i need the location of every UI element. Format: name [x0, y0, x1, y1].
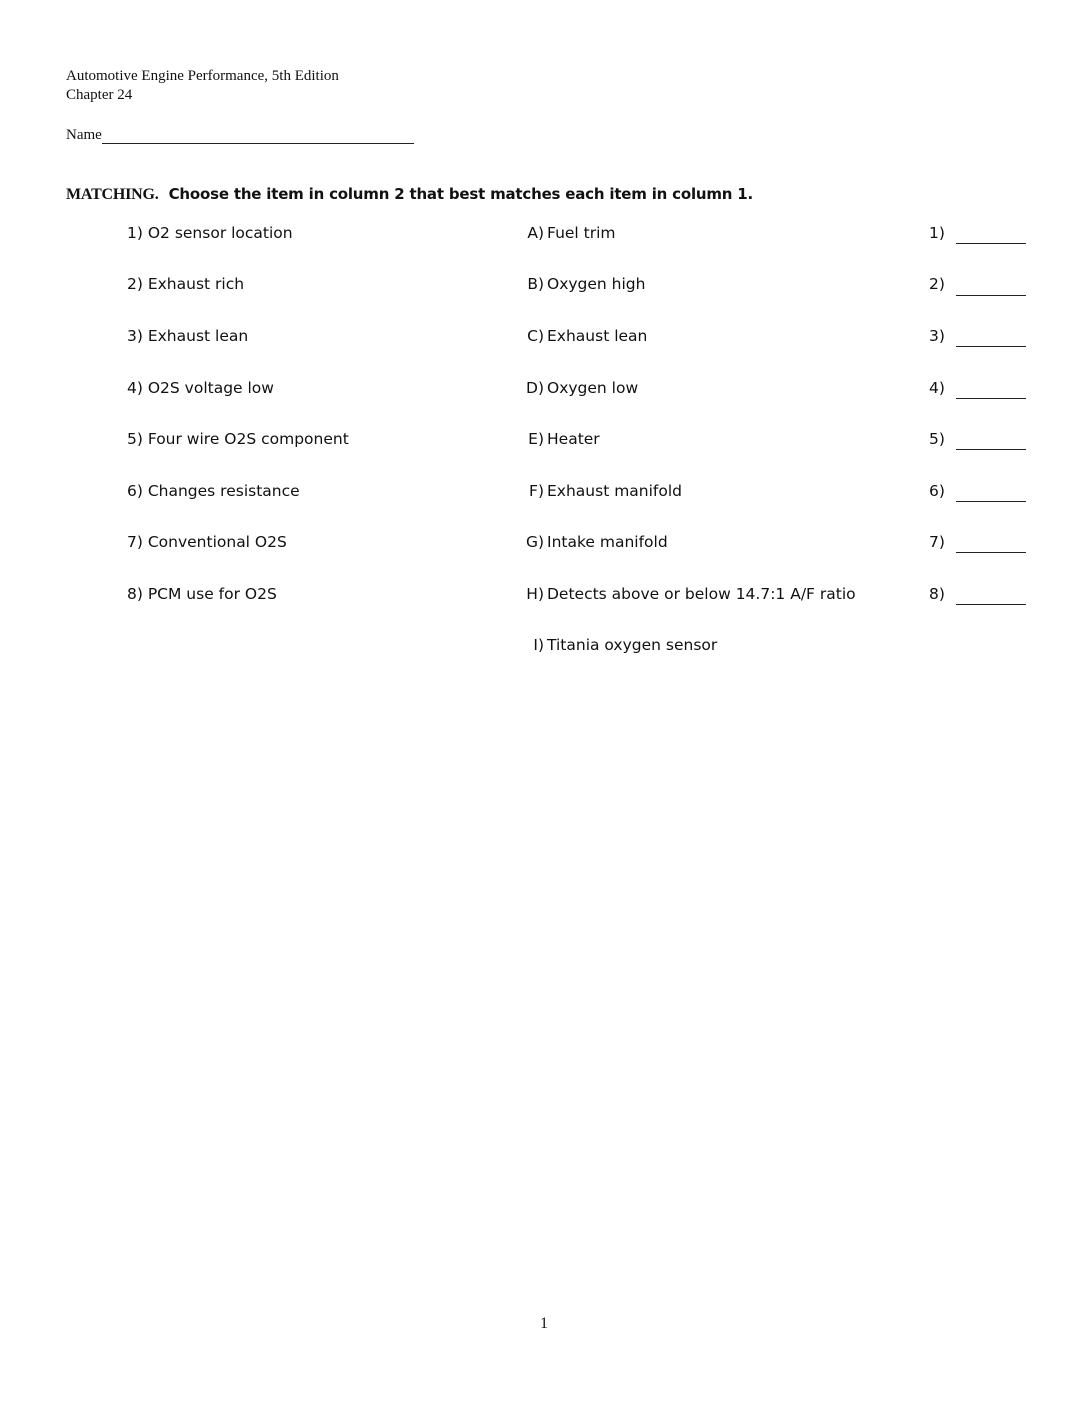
question-item: 7) Conventional O2S — [127, 533, 287, 551]
name-label: Name — [66, 127, 102, 143]
chapter-label: Chapter 24 — [66, 87, 133, 103]
answer-blank[interactable] — [956, 552, 1026, 553]
option-letter: B) — [527, 275, 544, 293]
question-item: 2) Exhaust rich — [127, 275, 245, 293]
option-letter: E) — [528, 430, 544, 448]
option-letter: F) — [529, 482, 544, 500]
section-heading: MATCHING. — [66, 186, 159, 203]
option-text: Fuel trim — [547, 224, 616, 242]
answer-number: 1) — [929, 224, 945, 242]
answer-blank[interactable] — [956, 501, 1026, 502]
option-letter: H) — [526, 585, 544, 603]
answer-number: 8) — [929, 585, 945, 603]
option-text: Exhaust lean — [547, 327, 648, 345]
option-text: Oxygen high — [547, 275, 646, 293]
answer-number: 4) — [929, 379, 945, 397]
answer-blank[interactable] — [956, 604, 1026, 605]
question-item: 4) O2S voltage low — [127, 379, 274, 397]
answer-number: 3) — [929, 327, 945, 345]
option-text: Oxygen low — [547, 379, 639, 397]
question-item: 3) Exhaust lean — [127, 327, 249, 345]
option-letter: G) — [525, 533, 544, 551]
question-item: 8) PCM use for O2S — [127, 585, 277, 603]
option-letter: C) — [527, 327, 544, 345]
answer-blank[interactable] — [956, 346, 1026, 347]
answer-blank[interactable] — [956, 243, 1026, 244]
option-letter: D) — [526, 379, 544, 397]
option-text: Detects above or below 14.7:1 A/F ratio — [547, 585, 856, 603]
question-item: 6) Changes resistance — [127, 482, 300, 500]
answer-number: 2) — [929, 275, 945, 293]
name-field[interactable] — [102, 125, 414, 144]
instructions — [66, 185, 753, 204]
name-row — [66, 125, 414, 144]
document-header — [66, 67, 339, 105]
option-text: Heater — [547, 430, 600, 448]
page-number: 1 — [540, 1315, 548, 1332]
answer-blank[interactable] — [956, 449, 1026, 450]
answer-number: 6) — [929, 482, 945, 500]
book-title: Automotive Engine Performance, 5th Edition — [66, 68, 339, 84]
answer-number: 5) — [929, 430, 945, 448]
option-letter: I) — [533, 636, 544, 654]
question-item: 5) Four wire O2S component — [127, 430, 349, 448]
answer-blank[interactable] — [956, 398, 1026, 399]
instructions-text: Choose the item in column 2 that best matches each item in column 1. — [168, 185, 754, 203]
option-text: Exhaust manifold — [547, 482, 683, 500]
option-text: Intake manifold — [547, 533, 668, 551]
answer-blank[interactable] — [956, 295, 1026, 296]
question-item: 1) O2 sensor location — [127, 224, 293, 242]
option-letter: A) — [527, 224, 544, 242]
answer-number: 7) — [929, 533, 945, 551]
option-text: Titania oxygen sensor — [547, 636, 718, 654]
